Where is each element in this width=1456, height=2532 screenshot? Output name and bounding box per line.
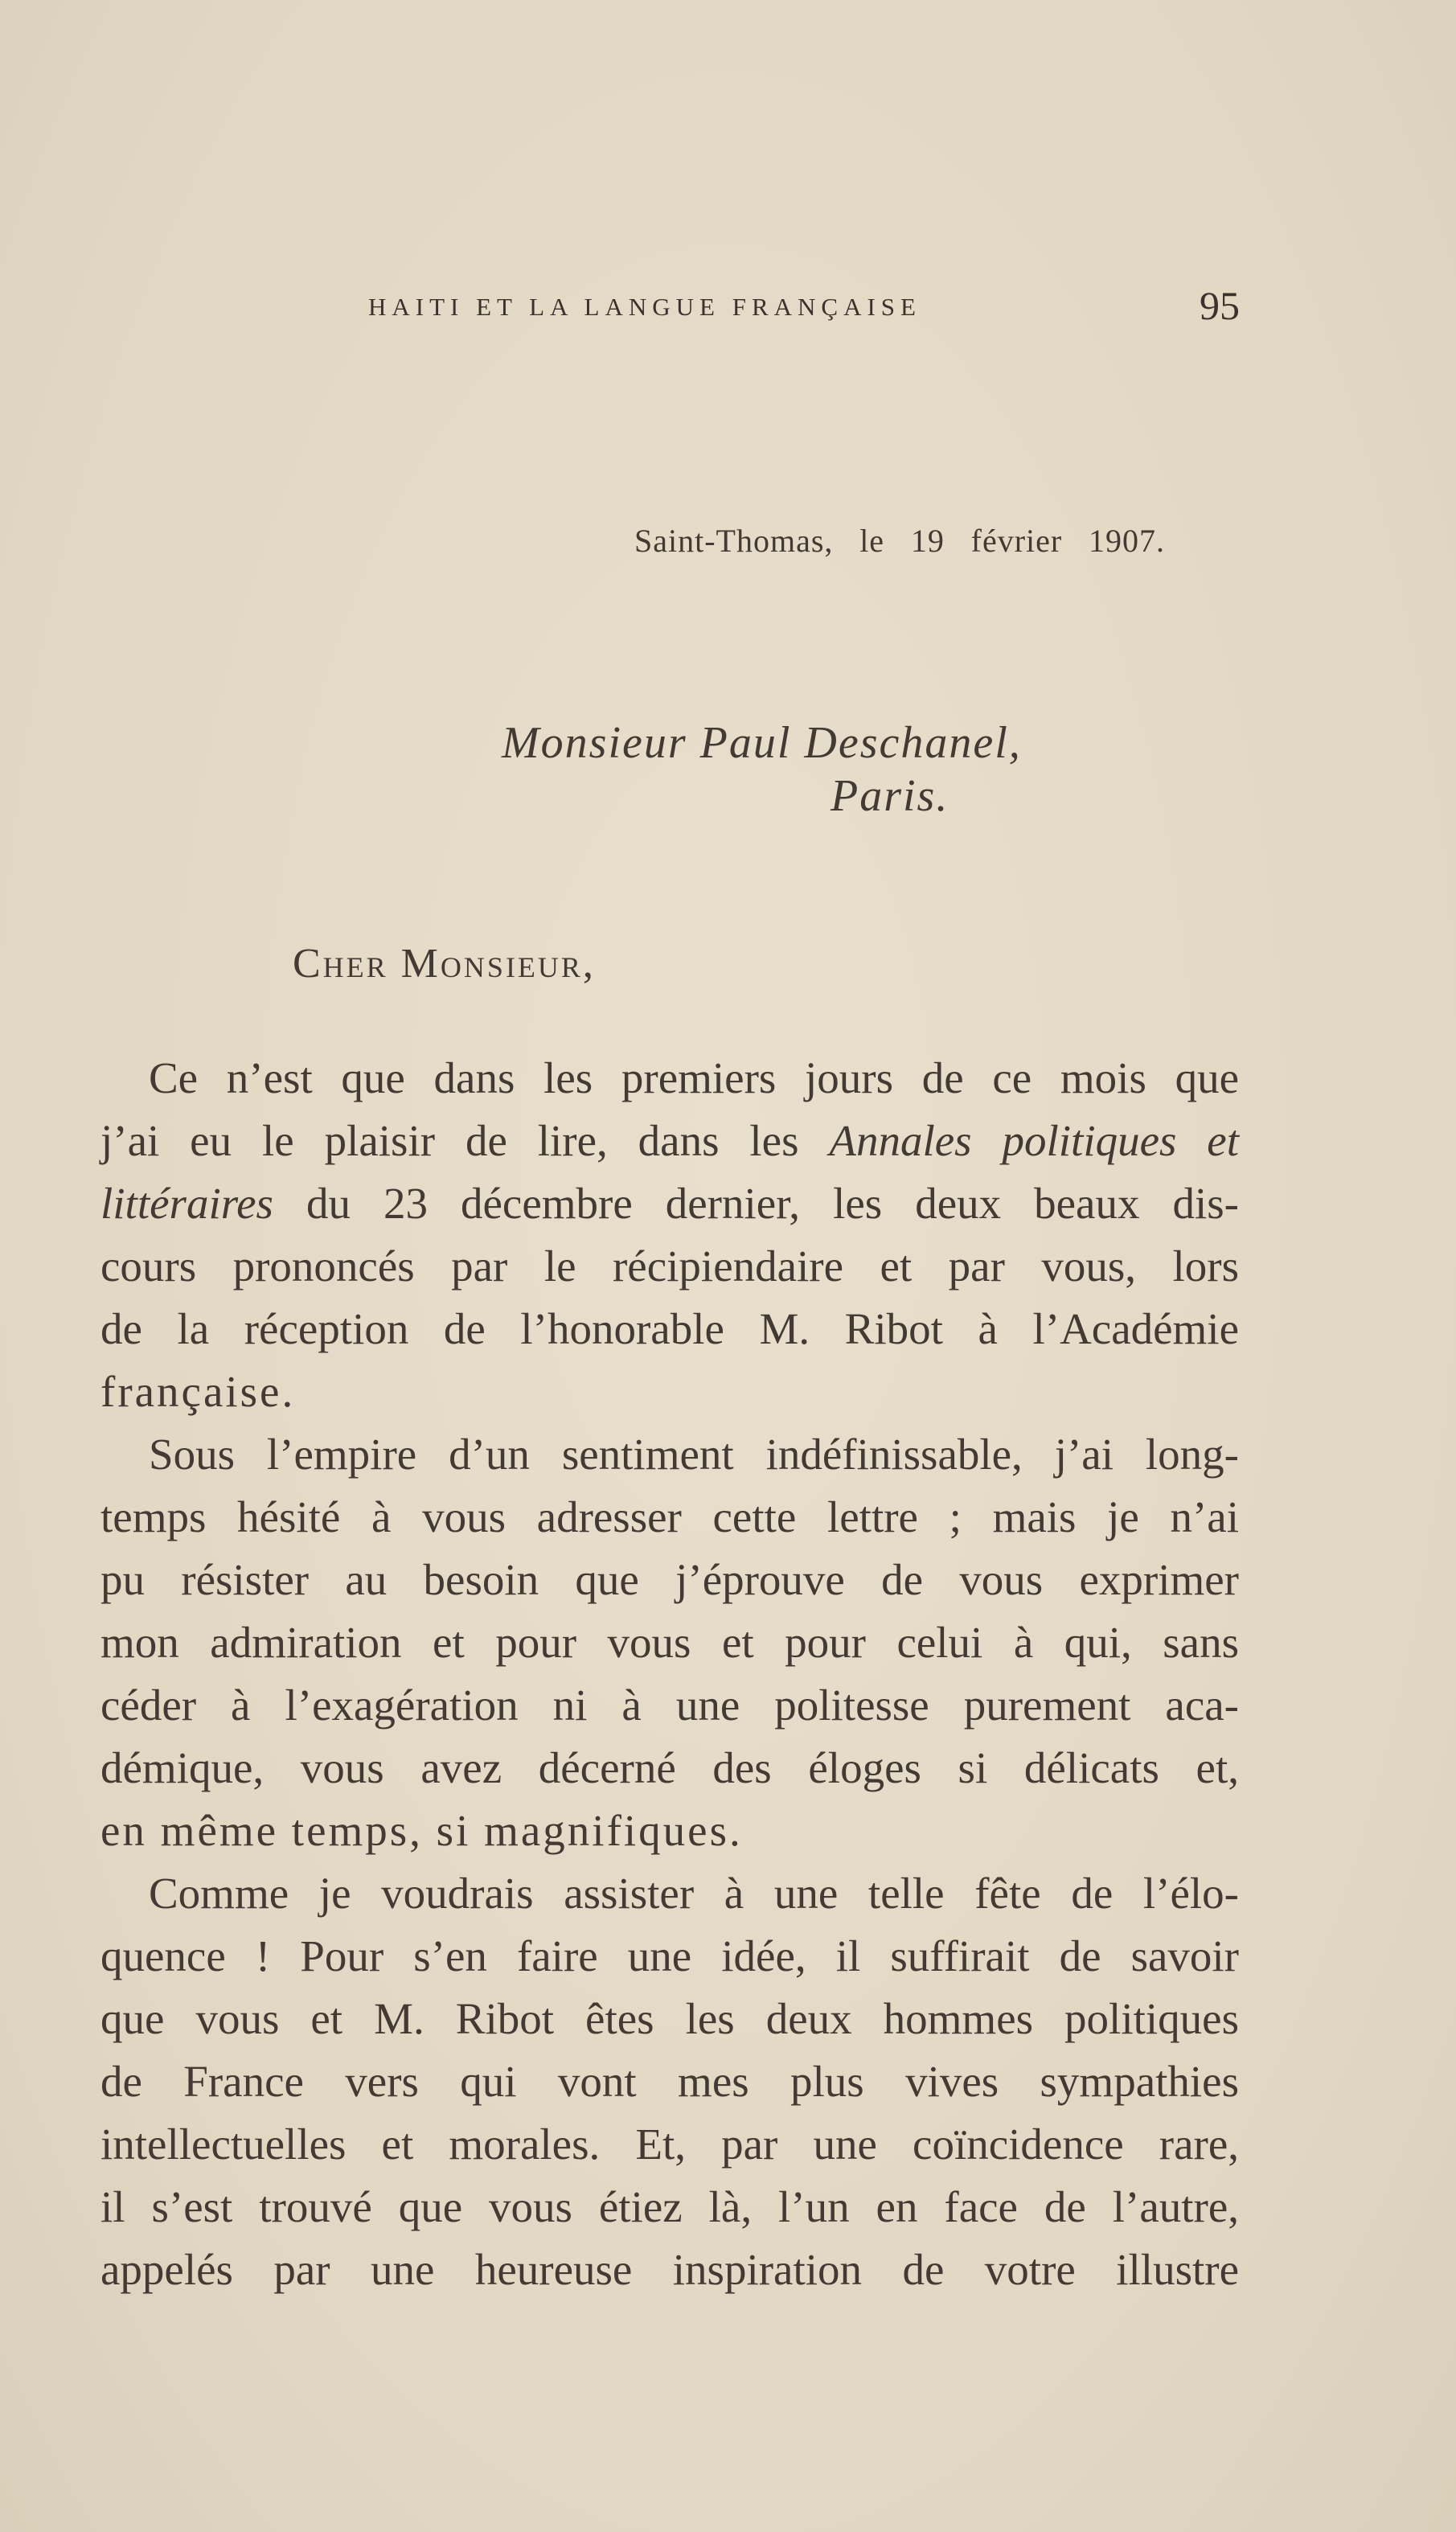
body-line: intellectuelles et morales. Et, par une coïncidence rare, bbox=[100, 2120, 1239, 2169]
salutation: Cher Monsieur, bbox=[293, 941, 596, 987]
body-line: Comme je voudrais assister à une telle fête de l’élo- bbox=[149, 1869, 1239, 1918]
body-line: Sous l’empire d’un sentiment indéfinissable, j’ai long- bbox=[149, 1430, 1239, 1479]
body-line: temps hésité à vous adresser cette lettre ; mais je n’ai bbox=[100, 1492, 1239, 1541]
body-line: française. bbox=[100, 1367, 296, 1416]
addressee: Monsieur Paul Deschanel, bbox=[502, 718, 1022, 768]
page-number: 95 bbox=[1200, 283, 1240, 328]
addressee-city: Paris. bbox=[831, 771, 949, 821]
body-line: mon admiration et pour vous et pour celui à qui, sans bbox=[100, 1618, 1239, 1667]
body-text: du 23 décembre dernier, les deux beaux dis- bbox=[306, 1179, 1239, 1228]
body-line: appelés par une heureuse inspiration de votre illustre bbox=[100, 2245, 1239, 2294]
body-line: en même temps, si magnifiques. bbox=[100, 1806, 743, 1855]
journal-title: Annales politiques et bbox=[829, 1116, 1240, 1165]
body-line: il s’est trouvé que vous étiez là, l’un en face de l’autre, bbox=[100, 2182, 1239, 2231]
body-line: que vous et M. Ribot êtes les deux hommes politiques bbox=[100, 1994, 1239, 2043]
body-line: pu résister au besoin que j’éprouve de vous exprimer bbox=[100, 1555, 1239, 1604]
body-line: de France vers qui vont mes plus vives sympathies bbox=[100, 2057, 1239, 2106]
body-line: céder à l’exagération ni à une politesse purement aca- bbox=[100, 1680, 1239, 1730]
body-line: démique, vous avez décerné des éloges si délicats et, bbox=[100, 1743, 1239, 1792]
body-line bbox=[100, 1172, 1239, 1235]
body-line: Ce n’est que dans les premiers jours de ce mois que bbox=[149, 1053, 1239, 1102]
journal-title: littéraires bbox=[100, 1179, 273, 1228]
body-line: de la réception de l’honorable M. Ribot à l’Académie bbox=[100, 1304, 1239, 1353]
body-line: cours prononcés par le récipiendaire et par vous, lors bbox=[100, 1241, 1239, 1291]
body-text: j’ai eu le plaisir de lire, dans les bbox=[100, 1116, 799, 1165]
running-title: HAITI ET LA LANGUE FRANÇAISE bbox=[368, 293, 921, 321]
place-date: Saint-Thomas, le 19 février 1907. bbox=[634, 523, 1165, 559]
body-line: quence ! Pour s’en faire une idée, il suffirait de savoir bbox=[100, 1931, 1239, 1980]
body-line bbox=[100, 1110, 1239, 1172]
